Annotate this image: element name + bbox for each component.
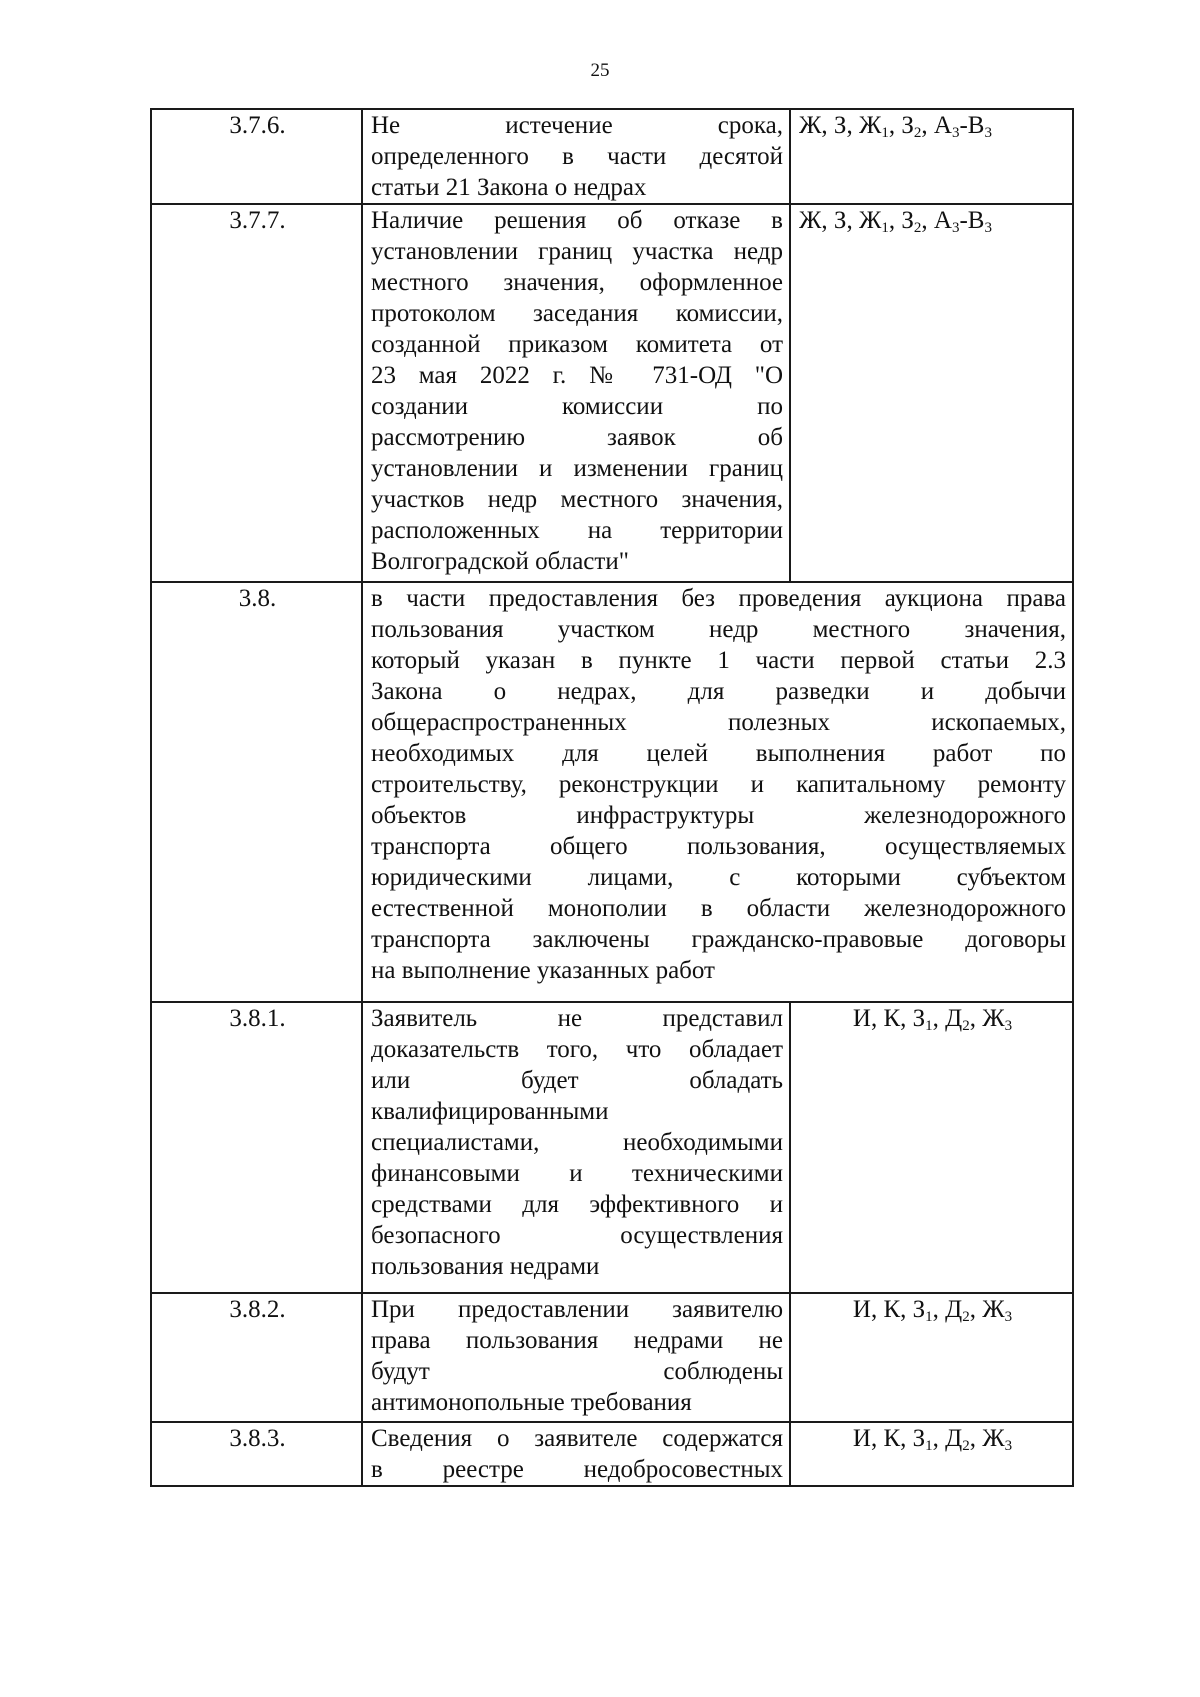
text-line: необходимых для целей выполнения работ по — [371, 740, 1066, 767]
text-line: на выполнение указанных работ — [371, 957, 715, 984]
text-line: Наличие решения об отказе в — [371, 207, 783, 234]
text-line: права пользования недрами не — [371, 1327, 783, 1354]
codes-text: И, К, $З_1$, $Д_2$, $Ж_3$ — [852, 1296, 1013, 1325]
text-line: юридическими лицами, с которыми субъектом — [371, 864, 1066, 891]
page-number: 25 — [590, 60, 610, 81]
text-line: созданной приказом комитета от — [371, 331, 783, 358]
text-line: Заявитель не представил — [371, 1005, 783, 1032]
text-line: антимонопольные требования — [371, 1389, 692, 1416]
row-description — [362, 582, 1073, 1002]
text-line: транспорта общего пользования, осуществляемых — [371, 833, 1066, 860]
table-row — [151, 1293, 1073, 1422]
text-line: Волгоградской области" — [371, 548, 629, 575]
text-line: средствами для эффективного и — [371, 1191, 783, 1218]
text-line: финансовыми и техническими — [371, 1160, 783, 1187]
text-line: статьи 21 Закона о недрах — [371, 174, 647, 201]
text-line: определенного в части десятой — [371, 143, 783, 170]
text-line: специалистами, необходимыми — [371, 1129, 783, 1156]
text-line: доказательств того, что обладает — [371, 1036, 783, 1063]
text-line: пользования участком недр местного значения, — [371, 616, 1066, 643]
text-line: Закона о недрах, для разведки и добычи — [371, 678, 1066, 705]
table-row — [151, 109, 1073, 204]
table-row — [151, 1422, 1073, 1486]
text-line: местного значения, оформленное — [371, 269, 783, 296]
text-line: При предоставлении заявителю — [371, 1296, 783, 1323]
codes-text: И, К, $З_1$, $Д_2$, $Ж_3$ — [852, 1425, 1013, 1454]
text-line: строительству, реконструкции и капитальному ремонту — [371, 771, 1066, 798]
text-line: который указан в пункте 1 части первой статьи 2.3 — [371, 647, 1066, 674]
text-line: транспорта заключены гражданско-правовые договоры — [371, 926, 1066, 953]
row-description — [362, 1293, 790, 1422]
row-codes — [790, 1002, 1073, 1293]
codes-text: И, К, $З_1$, $Д_2$, $Ж_3$ — [852, 1005, 1013, 1034]
row-description — [362, 1422, 790, 1486]
text-line: Сведения о заявителе содержатся — [371, 1425, 783, 1452]
text-line: протоколом заседания комиссии, — [371, 300, 783, 327]
text-line: будут соблюдены — [371, 1358, 783, 1385]
row-codes — [790, 109, 1073, 204]
text-line: Не истечение срока, — [371, 112, 783, 139]
text-line: создании комиссии по — [371, 393, 783, 420]
row-number: 3.8. — [151, 582, 362, 1002]
text-line: установлении и изменении границ — [371, 455, 783, 482]
row-description — [362, 204, 790, 582]
row-description — [362, 109, 790, 204]
text-line: рассмотрению заявок об — [371, 424, 783, 451]
text-line: общераспространенных полезных ископаемых, — [371, 709, 1066, 736]
text-line: пользования недрами — [371, 1253, 600, 1280]
codes-text: Ж, З, $Ж_1$, $З_2$, $А_3-В_3$ — [799, 207, 992, 236]
row-codes — [790, 1293, 1073, 1422]
row-codes — [790, 204, 1073, 582]
text-line: 23 мая 2022 г. № 731-ОД "О — [371, 362, 783, 389]
codes-text: Ж, З, $Ж_1$, $З_2$, $А_3-В_3$ — [799, 112, 992, 141]
row-number: 3.7.6. — [151, 109, 362, 204]
row-codes — [790, 1422, 1073, 1486]
requirements-table — [150, 108, 1074, 1487]
text-line: безопасного осуществления — [371, 1222, 783, 1249]
text-line: естественной монополии в области железнодорожного — [371, 895, 1066, 922]
text-line: в реестре недобросовестных — [371, 1456, 783, 1483]
text-line: расположенных на территории — [371, 517, 783, 544]
text-line: или будет обладать — [371, 1067, 783, 1094]
table-row — [151, 204, 1073, 582]
row-number: 3.8.1. — [151, 1002, 362, 1293]
table-row — [151, 1002, 1073, 1293]
table-row — [151, 582, 1073, 1002]
text-line: установлении границ участка недр — [371, 238, 783, 265]
row-number: 3.8.2. — [151, 1293, 362, 1422]
text-line: квалифицированными — [371, 1098, 609, 1125]
text-line: объектов инфраструктуры железнодорожного — [371, 802, 1066, 829]
row-number: 3.8.3. — [151, 1422, 362, 1486]
row-description — [362, 1002, 790, 1293]
row-number: 3.7.7. — [151, 204, 362, 582]
text-line: в части предоставления без проведения аукциона права — [371, 585, 1066, 612]
text-line: участков недр местного значения, — [371, 486, 783, 513]
